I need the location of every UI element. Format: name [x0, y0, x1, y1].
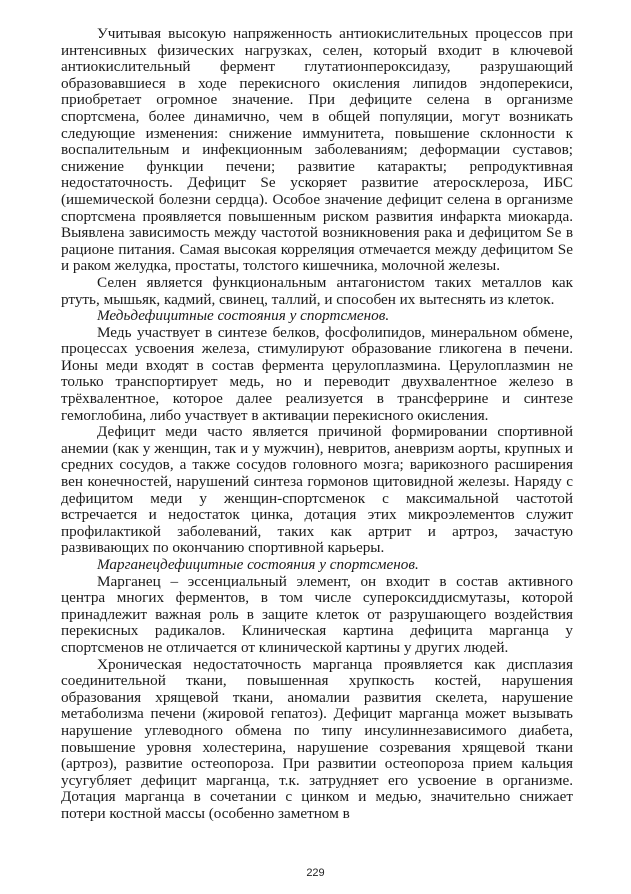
paragraph-copper-deficit: Дефицит меди часто является причиной формировании спортивной анемии (как у женщин, так и у мужчин), невритов, аневризм аорты, крупных и средних сосудов, а также сосудов головного мозга; варикозного расширения вен конечностей, нарушений синтеза гормонов щитовидной железы. Наряду с дефицитом меди у женщин-спортсменок с максимальной частотой встречается и недостаток цинка, дотация этих микроэлементов служит профилактикой заболеваний, таких как артрит и артроз, зачастую развивающих по окончанию спортивной карьеры. — [61, 423, 573, 557]
section-heading-manganese: Марганецдефицитные состояния у спортсменов. — [97, 556, 419, 573]
section-heading-copper: Медьдефицитные состояния у спортсменов. — [97, 307, 390, 325]
paragraph-selenium-antagonist: Селен является функциональным антагонистом таких металлов как ртуть, мышьяк, кадмий, свинец, таллий, и способен их вытеснять из клеток. — [61, 273, 573, 308]
paragraph-manganese-role: Марганец – эссенциальный элемент, он входит в состав активного центра многих ферментов, в том числе супероксиддисмутазы, которой принадлежит важная роль в защите клеток от разрушающего воздействия перекисных радикалов. Клиническая картина дефицита марганца у спортсменов не отличается от клинической картины у других людей. — [61, 572, 573, 656]
paragraph-copper-role: Медь участвует в синтезе белков, фосфолипидов, минеральном обмене, процессах усвоения железа, стимулируют образование гликогена в печени. Ионы меди входят в состав фермента церулоплазмина. Церулоплазмин не только транспортирует медь, но и переводит двухвалентное железо в трёхвалентное, которое далее реализуется в трансферрине и синтезе гемоглобина, либо участвует в активации перекисного окисления. — [61, 323, 573, 424]
body-text — [61, 26, 573, 823]
paragraph-selenium-intro: Учитывая высокую напряженность антиокислительных процессов при интенсивных физических нагрузках, селен, который входит в ключевой антиокислительный фермент глутатионпероксидазу, разрушающий образовавшиеся в ходе перекисного окисления липидов эндоперекиси, приобретает огромное значение. При дефиците селена в организме спортсмена, более динамично, чем в общей популяции, могут возникать следующие изменения: снижение иммунитета, повышение склонности к воспалительным и инфекционным заболеваниям; деформации суставов; снижение функции печени; развитие катаракты; репродуктивная недостаточность. Дефицит Se ускоряет развитие атеросклероза, ИБС (ишемической болезни сердца). Особое значение дефицит селена в организме спортсмена проявляется повышенным риском развития инфаркта миокарда. Выявлена зависимость между частотой возникновения рака и дефицитом Se в рационе питания. Самая высокая корреляция отмечается между дефицитом Se и раком желудка, простаты, толстого кишечника, молочной железы. — [61, 25, 573, 275]
paragraph-manganese-chronic: Хроническая недостаточность марганца проявляется как дисплазия соединительной ткани, повышенная хрупкость костей, нарушения образования хрящевой ткани, аномалии развития скелета, нарушение метаболизма печени (жировой гепатоз). Дефицит марганца может вызывать нарушение углеводного обмена по типу инсулиннезависимого диабета, повышение уровня холестерина, нарушение созревания хрящевой ткани (артроз), развитие остеопороза. При развитии остеопороза прием кальция усугубляет дефицит марганца, т.к. затрудняет его усвоение в организме. Дотация марганца в сочетании с цинком и медью, значительно снижает потери костной массы (особенно заметном в — [61, 655, 573, 822]
page-number: 229 — [306, 867, 325, 879]
